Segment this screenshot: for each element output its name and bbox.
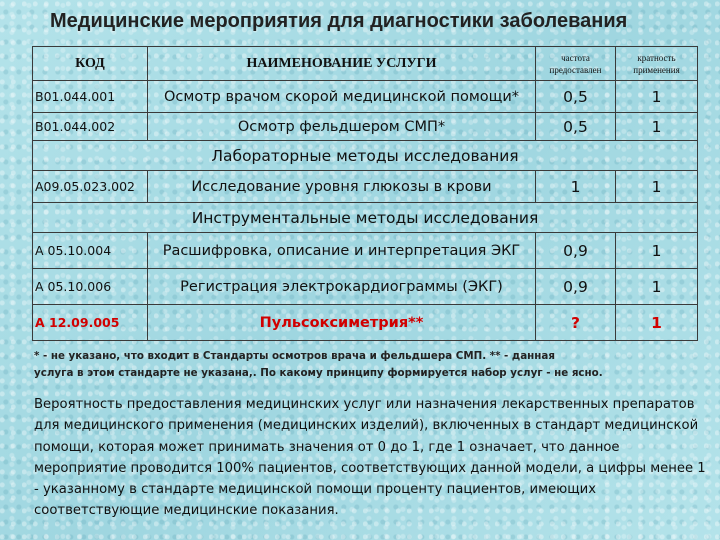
row-frequency: 0,9 (536, 233, 616, 269)
row-multiplicity: 1 (616, 171, 698, 203)
section-row-instr (33, 203, 698, 233)
row-code: B01.044.001 (33, 81, 148, 113)
footnote (34, 348, 704, 382)
table-row (33, 233, 698, 269)
services-table (32, 46, 698, 341)
section-instr-title: Инструментальные методы исследования (33, 203, 698, 233)
table-row (33, 113, 698, 141)
row-frequency: 0,5 (536, 81, 616, 113)
row-frequency: 0,5 (536, 113, 616, 141)
footnote-line-1: * - не указано, что входит в Стандарты осмотров врача и фельдшера СМП. ** - данная (34, 350, 555, 362)
header-multiplicity: кратность применения (616, 47, 698, 81)
row-name: Осмотр фельдшером СМП* (148, 113, 536, 141)
table-row (33, 269, 698, 305)
header-code: КОД (33, 47, 148, 81)
header-name: НАИМЕНОВАНИЕ УСЛУГИ (148, 47, 536, 81)
row-code: B01.044.002 (33, 113, 148, 141)
row-code: A 12.09.005 (33, 305, 148, 341)
row-code: A 05.10.006 (33, 269, 148, 305)
row-name: Исследование уровня глюкозы в крови (148, 171, 536, 203)
row-code: A09.05.023.002 (33, 171, 148, 203)
row-name: Регистрация электрокардиограммы (ЭКГ) (148, 269, 536, 305)
table-row-highlight (33, 305, 698, 341)
row-frequency: ? (536, 305, 616, 341)
row-multiplicity: 1 (616, 305, 698, 341)
row-name: Осмотр врачом скорой медицинской помощи* (148, 81, 536, 113)
footnote-line-2: услуга в этом стандарте не указана,. По какому принципу формируется набор услуг - не ясно. (34, 367, 603, 379)
table-header-row (33, 47, 698, 81)
row-frequency: 0,9 (536, 269, 616, 305)
row-frequency: 1 (536, 171, 616, 203)
header-frequency: частота предоставлен (536, 47, 616, 81)
row-multiplicity: 1 (616, 233, 698, 269)
row-multiplicity: 1 (616, 269, 698, 305)
table-row (33, 171, 698, 203)
table-row (33, 81, 698, 113)
explanation-paragraph: Вероятность предоставления медицинских услуг или назначения лекарственных препаратов для медицинского применения (медицинских изделий), включенных в стандарт медицинской помощи, которая может принимать значения от 0 до 1, где 1 означает, что данное мероприятие проводится 100% пациентов, соответствующих данной модели, а цифры менее 1 - указанному в стандарте медицинской помощи проценту пациентов, имеющих соответствующие медицинские показания. (34, 397, 706, 519)
row-name: Расшифровка, описание и интерпретация ЭКГ (148, 233, 536, 269)
row-code: A 05.10.004 (33, 233, 148, 269)
row-name: Пульсоксиметрия** (148, 305, 536, 341)
section-row-lab (33, 141, 698, 171)
page-title: Медицинские мероприятия для диагностики заболевания (50, 10, 628, 32)
row-multiplicity: 1 (616, 81, 698, 113)
section-lab-title: Лабораторные методы исследования (33, 141, 698, 171)
row-multiplicity: 1 (616, 113, 698, 141)
